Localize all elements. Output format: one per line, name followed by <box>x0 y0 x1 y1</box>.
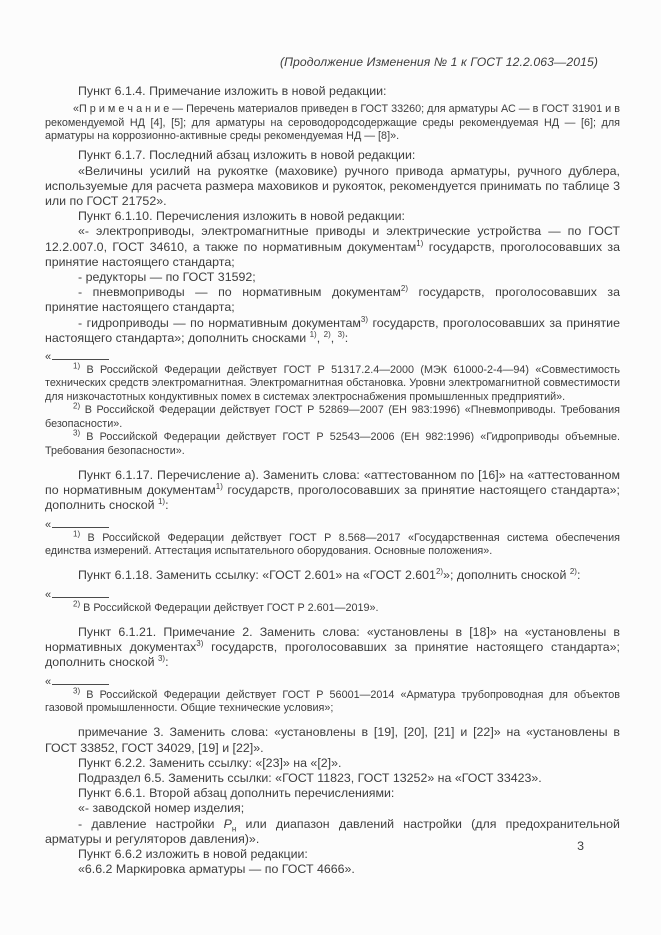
footnote-separator-quote: « <box>45 351 52 364</box>
text-segment: «- электроприводы, электромагнитные приводы и электрические устройства — по ГОСТ 12.2.007.0, ГОСТ 34610, а также по нормативным документам <box>45 224 620 254</box>
paragraph <box>45 224 620 270</box>
text-segment: примечание 3. Заменить слова: «установлены в [19], [20], [21] и [22]» на «установлены в ГОСТ 33852, ГОСТ 34029, [19] и [22]». <box>45 725 620 755</box>
note-paragraph <box>45 103 620 143</box>
text-segment: : <box>576 568 581 583</box>
text-segment: Пункт 6.1.10. Перечисления изложить в новой редакции: <box>78 209 405 224</box>
text-segment: государств, проголосовавших за принятие настоящего стандарта; <box>45 239 620 269</box>
footnote-marker: 1) <box>157 497 166 507</box>
text-segment: »; дополнить сноской <box>443 568 570 583</box>
footnote-marker: 2) <box>323 329 331 339</box>
footnote-separator <box>45 590 620 602</box>
paragraph <box>45 164 620 210</box>
footnote-marker: 3) <box>73 685 81 695</box>
text-segment: В Российской Федерации действует ГОСТ Р 8.568—2017 «Государственная система обеспечения единства измерений. Аттестация испытательного оборудования. Основные положения». <box>45 531 620 557</box>
footnote-block <box>45 520 620 559</box>
footnote-separator-quote: « <box>45 518 52 531</box>
paragraph <box>45 270 620 285</box>
paragraph <box>45 771 620 786</box>
text-segment: Пункт 6.1.4. Примечание изложить в новой редакции: <box>78 84 387 98</box>
paragraph <box>45 847 620 862</box>
text-segment: государств, проголосовавших за принятие настоящего стандарта; <box>45 285 620 315</box>
footnote-block <box>45 352 620 458</box>
footnote <box>45 685 620 716</box>
text-segment: В Российской Федерации действует ГОСТ Р 2.601—2019». <box>80 601 379 614</box>
footnote-marker: 2) <box>73 598 81 608</box>
text-segment: Пункт 6.1.18. Заменить ссылку: «ГОСТ 2.601» на «ГОСТ 2.601 <box>78 568 436 583</box>
paragraph <box>45 568 620 583</box>
text-segment: : <box>165 498 169 513</box>
paragraph <box>45 801 620 816</box>
text-segment: Пункт 6.6.2 изложить в новой редакции: <box>78 846 308 861</box>
paragraph <box>45 625 620 671</box>
text-segment: Пункт 6.6.1. Второй абзац дополнить перечислениями: <box>78 786 395 801</box>
footnote-marker: 3) <box>73 428 81 438</box>
text-segment: - редукторы — по ГОСТ 31592; <box>78 270 256 285</box>
document-header: (Продолжение Изменения № 1 к ГОСТ 12.2.063—2015) <box>279 55 598 69</box>
paragraph <box>45 786 620 801</box>
footnote-separator <box>45 677 620 689</box>
text-segment: - давление настройки <box>78 816 224 831</box>
text-segment: , <box>316 330 324 345</box>
footnote-marker: 3) <box>360 314 369 324</box>
footnote-marker: 1) <box>215 481 223 491</box>
text-segment: или диапазон давлений настройки (для предохранительной арматуры и регуляторов давления)». <box>45 816 620 846</box>
page-number: 3 <box>577 839 584 853</box>
text-segment: : <box>165 655 169 670</box>
footnote-separator-quote: « <box>45 588 52 601</box>
text-segment: В Российской Федерации действует ГОСТ Р 56001—2014 «Арматура трубопроводная для объектов газовой промышленности. Общие технические условия»; <box>45 688 620 714</box>
footnote-separator-line <box>52 359 109 360</box>
text-segment: Пункт 6.1.17. Перечисление а). Заменить слова: «аттестованном по [16]» на «аттестованном по нормативным документам <box>45 467 620 498</box>
text-segment: Пункт 6.1.7. Последний абзац изложить в новой редакции: <box>78 148 416 163</box>
text-segment: В Российской Федерации действует ГОСТ Р 52543—2006 (ЕН 982:1996) «Гидроприводы объемные. Требования безопасности». <box>45 431 620 457</box>
footnote <box>45 361 620 404</box>
footnote-separator-line <box>52 684 109 685</box>
footnote <box>45 528 620 559</box>
paragraph <box>45 725 620 755</box>
paragraph <box>45 468 620 514</box>
paragraph <box>45 817 620 847</box>
footnote-separator <box>45 352 620 364</box>
paragraph <box>45 148 620 163</box>
footnote-marker: 1) <box>416 238 424 248</box>
paragraph <box>45 84 620 99</box>
text-segment: «- заводской номер изделия; <box>78 801 245 816</box>
text-segment: «П р и м е ч а н и е — Перечень материалов приведен в ГОСТ 33260; для арматуры АС — в ГОСТ 31901 и в рекомендуемой НД [4], [5]; для арматуры на сероводородсодержащие среды рекомендуемая НД — [6]; для арматуры на коррозионно-активные среды рекомендуемая НД — [8]». <box>45 103 620 143</box>
footnote-marker: 1) <box>73 528 81 538</box>
footnote-block <box>45 590 620 615</box>
footnote <box>45 428 620 458</box>
footnote-marker: 2) <box>73 401 81 411</box>
text-segment: , <box>330 330 338 345</box>
text-segment: «6.6.2 Маркировка арматуры — по ГОСТ 4666». <box>78 862 355 877</box>
text-segment: Р <box>223 816 232 831</box>
text-segment: государств, проголосовавших за принятие настоящего стандарта»; дополнить сноской <box>45 483 620 513</box>
document-body <box>45 84 620 877</box>
footnote-marker: 1) <box>73 361 81 371</box>
footnote-separator-line <box>52 527 109 528</box>
text-segment: В Российской Федерации действует ГОСТ Р 52869—2007 (ЕН 983:1996) «Пневмоприводы. Требования безопасности». <box>45 404 620 430</box>
footnote-marker: 2) <box>400 284 409 294</box>
text-segment: государств, проголосовавших за принятие настоящего стандарта»; дополнить сносками <box>45 315 620 345</box>
text-segment: Подраздел 6.5. Заменить ссылки: «ГОСТ 11823, ГОСТ 13252» на «ГОСТ 33423». <box>78 770 542 785</box>
text-segment: Пункт 6.1.21. Примечание 2. Заменить слова: «установлены в [18]» на «установлены в нормативных документах <box>45 624 620 655</box>
text-segment: : <box>344 330 349 345</box>
text-segment: государств, проголосовавших за принятие настоящего стандарта»; дополнить сноской <box>45 640 620 670</box>
footnote-separator-quote: « <box>45 675 52 688</box>
paragraph <box>45 756 620 771</box>
paragraph <box>45 209 620 224</box>
footnote-marker: 3) <box>157 654 166 664</box>
footnote-marker: 2) <box>569 567 577 577</box>
footnote <box>45 598 620 615</box>
paragraph <box>45 285 620 315</box>
footnote-marker: 3) <box>337 329 345 339</box>
footnote-marker: 3) <box>196 639 204 649</box>
text-segment: В Российской Федерации действует ГОСТ Р 51317.2.4—2000 (МЭК 61000-2-4—94) «Совместимость технических средств электромагнитная. Электромагнитная обстановка. Уровни электромагнитной совместимости для низкочастотных кондуктивных помех в системах электроснабжения промышленных предприятий». <box>45 364 620 403</box>
footnote-marker: 1) <box>309 329 317 339</box>
footnote-separator-line <box>52 597 109 598</box>
paragraph <box>45 862 620 877</box>
text-segment: «Величины усилий на рукоятке (маховике) ручного привода арматуры, ручного дублера, используемые для расчета размера маховиков и рукояток, рекомендуется принимать по таблице 3 или по ГОСТ 21752». <box>45 163 620 209</box>
text-segment: - гидроприводы — по нормативным документам <box>78 315 361 330</box>
footnote <box>45 401 620 431</box>
text-segment: Пункт 6.2.2. Заменить ссылку: «[23]» на «[2]». <box>78 755 342 770</box>
footnote-block <box>45 677 620 716</box>
footnote-marker: 2) <box>435 567 444 577</box>
footnote-separator <box>45 520 620 532</box>
paragraph <box>45 316 620 346</box>
footnote-marker: н <box>231 824 237 834</box>
text-segment: - пневмоприводы — по нормативным документам <box>78 285 401 300</box>
